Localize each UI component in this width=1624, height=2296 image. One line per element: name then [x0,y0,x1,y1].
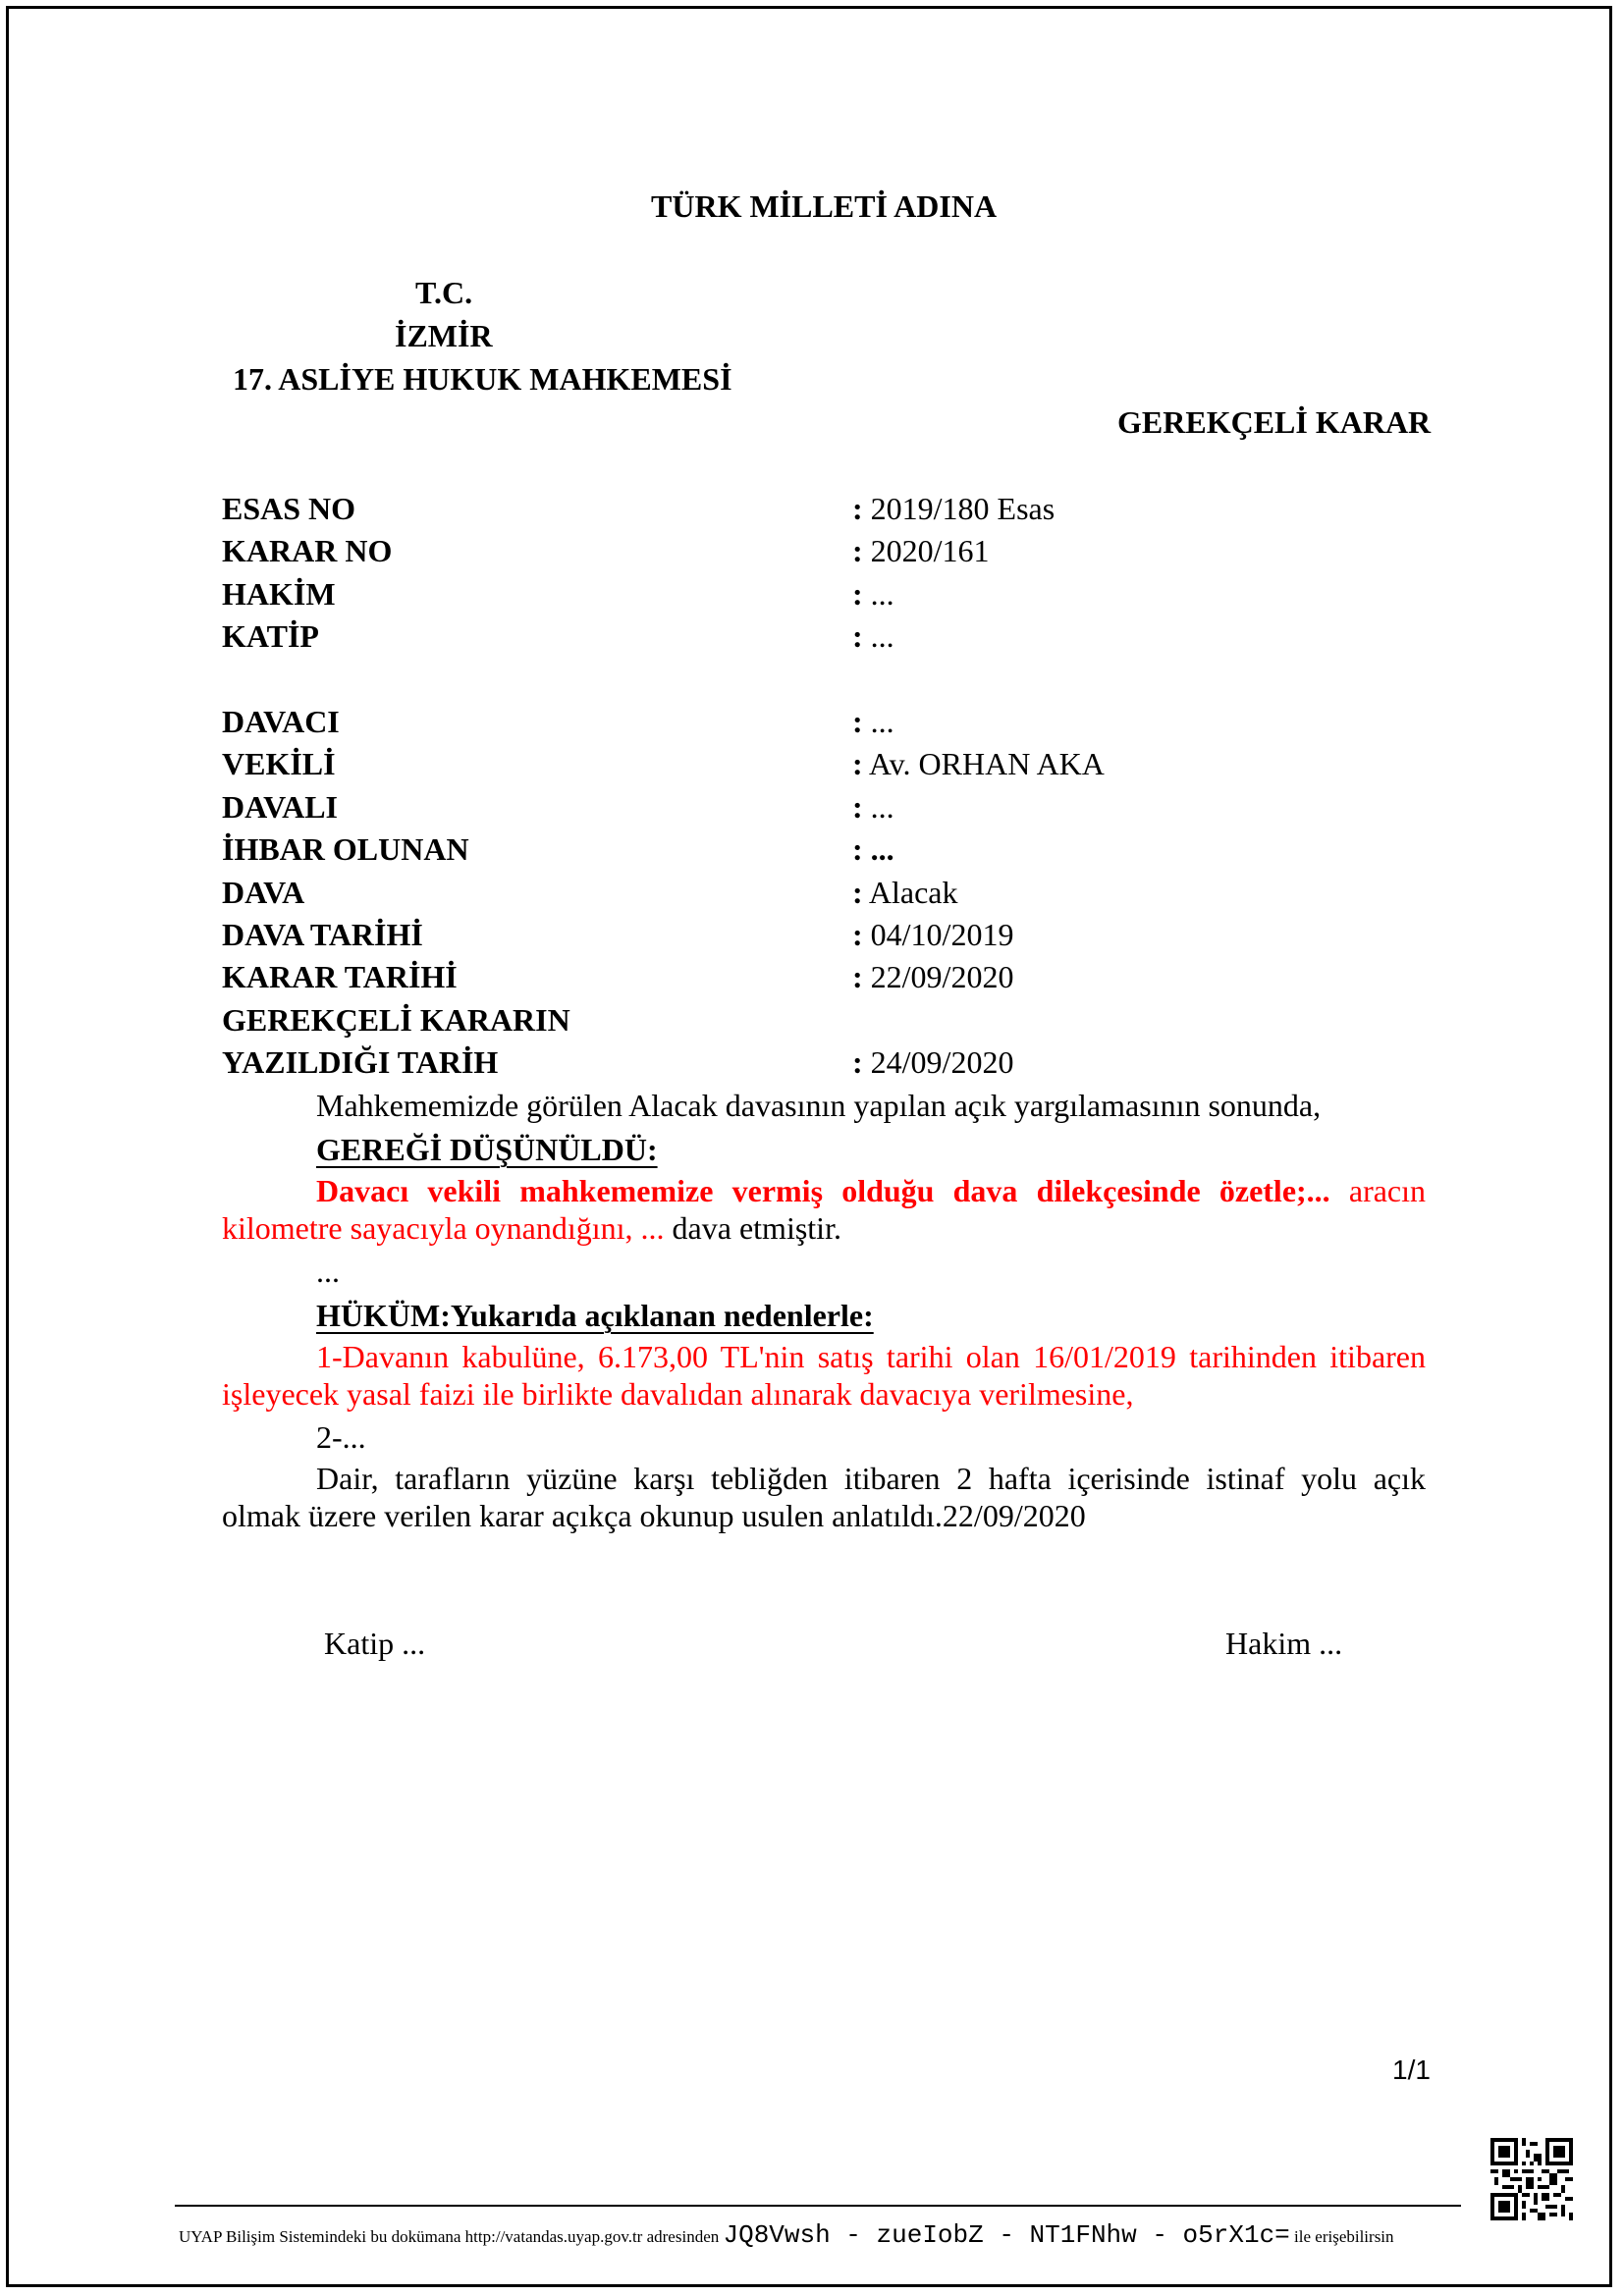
label-gerekceli-kararin: GEREKÇELİ KARARIN [222,1002,570,1038]
document-type: GEREKÇELİ KARAR [1117,404,1432,440]
label-davaci: DAVACI [222,704,340,739]
closing-paragraph [222,1460,1426,1534]
page-number: 1/1 [1392,2055,1431,2085]
page-border [6,6,1612,2287]
value-davali: : ... [852,789,894,825]
judgment-item-1-line-1: 1-Davanın kabulüne, 6.173,00 TL'nin satış tarihi olan 16/01/2019 tarihinden itibaren [316,1339,1426,1374]
value-karar-no: : 2020/161 [852,533,990,568]
nation-title: TÜRK MİLLETİ ADINA [651,188,998,224]
value-yazildigi-tarih: : 24/09/2020 [852,1044,1014,1080]
intro-text: Mahkememizde görülen Alacak davasının yapılan açık yargılamasının sonunda, [316,1088,1322,1123]
value-karar-tarihi: : 22/09/2020 [852,959,1014,994]
closing-line-1: Dair, tarafların yüzüne karşı tebliğden itibaren 2 hafta içerisinde istinaf yolu açık [316,1461,1426,1496]
value-hakim: : ... [852,576,894,612]
claim-red-text-2: kilometre sayacıyla oynandığını, ... [222,1210,665,1246]
judge-signature: Hakim ... [1225,1626,1343,1661]
label-yazildigi-tarih: YAZILDIĞI TARİH [222,1044,499,1080]
city-heading: İZMİR [395,318,493,353]
claim-red-text-1: aracın [1348,1173,1427,1208]
value-esas-no: : 2019/180 Esas [852,491,1056,526]
footer-divider [175,2205,1461,2207]
value-dava-tarihi: : 04/10/2019 [852,917,1014,952]
closing-line-2: olmak üzere verilen karar açıkça okunup usulen anlatıldı.22/09/2020 [222,1498,1086,1533]
value-vekili: : Av. ORHAN AKA [852,746,1105,781]
claim-bold-text: Davacı vekili mahkememize vermiş olduğu dava dilekçesinde özetle;... [316,1173,1330,1208]
tc-heading: T.C. [415,275,473,310]
considered-heading: GEREĞİ DÜŞÜNÜLDÜ: [316,1132,658,1167]
label-dava: DAVA [222,875,305,910]
qr-code-icon [1490,2138,1573,2220]
label-dava-tarihi: DAVA TARİHİ [222,917,423,952]
value-ihbar-olunan: : ... [852,831,894,867]
value-katip: : ... [852,618,894,654]
footer-suffix: ile erişebilirsin [1294,2227,1394,2246]
label-davali: DAVALI [222,789,338,825]
label-hakim: HAKİM [222,576,336,612]
judgment-item-2: 2-... [316,1419,366,1455]
value-dava: : Alacak [852,875,958,910]
value-davaci: : ... [852,704,894,739]
label-karar-no: KARAR NO [222,533,393,568]
label-karar-tarihi: KARAR TARİHİ [222,959,458,994]
clerk-signature: Katip ... [324,1626,426,1661]
label-esas-no: ESAS NO [222,491,356,526]
claim-black-text: dava etmiştir. [672,1210,841,1246]
label-ihbar-olunan: İHBAR OLUNAN [222,831,469,867]
court-name: 17. ASLİYE HUKUK MAHKEMESİ [233,361,732,397]
ellipsis-line: ... [316,1254,340,1289]
label-vekili: VEKİLİ [222,746,336,781]
judgment-item-1-line-2: işleyecek yasal faizi ile birlikte davalıdan alınarak davacıya verilmesine, [222,1376,1134,1412]
label-katip: KATİP [222,618,319,654]
claim-paragraph [222,1172,1426,1247]
judgment-heading: HÜKÜM:Yukarıda açıklanan nedenlerle: [316,1298,874,1333]
judgment-item-1 [222,1338,1426,1413]
footer-verification-code: JQ8Vwsh - zueIobZ - NT1FNhw - o5rX1c= [723,2220,1290,2250]
footer-prefix: UYAP Bilişim Sistemindeki bu dokümana http://vatandas.uyap.gov.tr adresinden [179,2227,720,2246]
footer-verification-text [179,2220,1394,2250]
